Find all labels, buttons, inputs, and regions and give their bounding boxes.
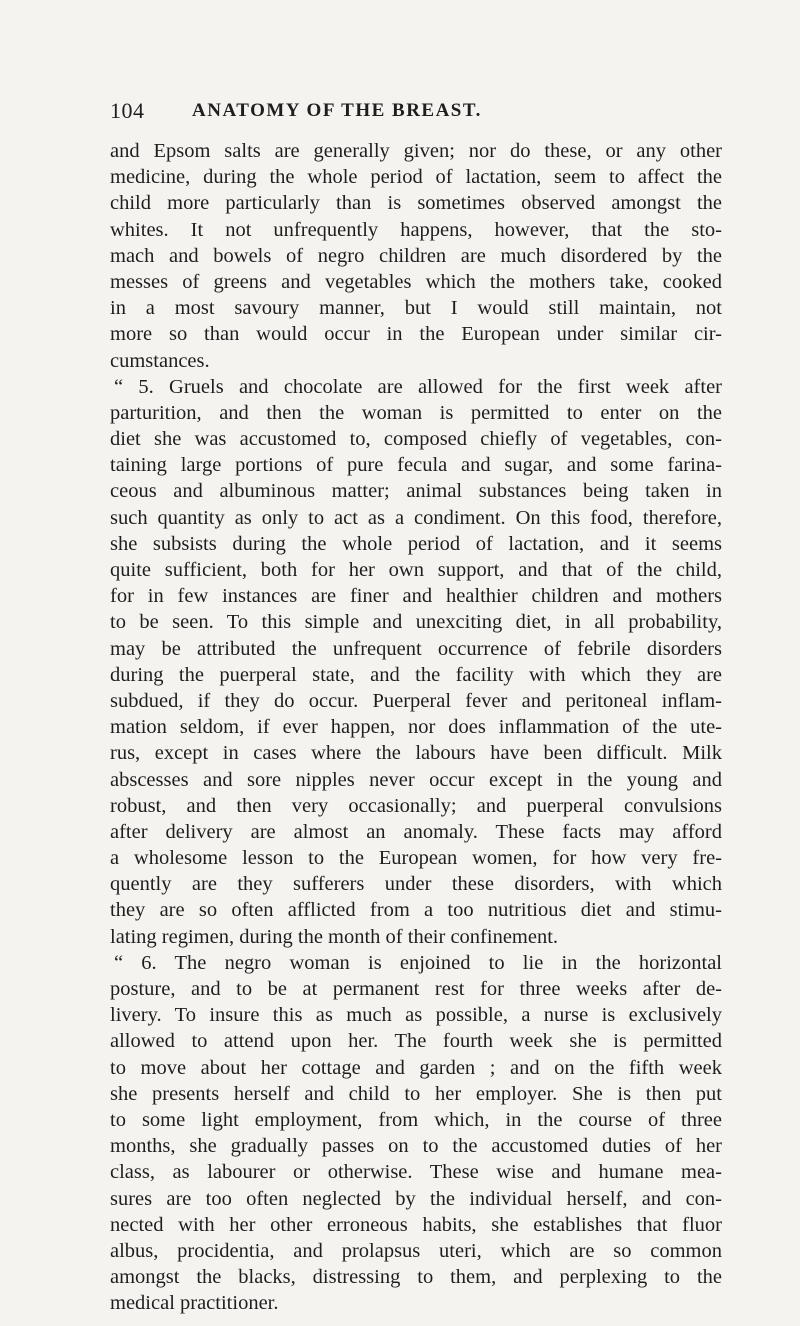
text-line: medical practitioner. (110, 1292, 279, 1315)
text-line: medicine, during the whole period of lactation, seem to affect the (110, 166, 722, 189)
text-line: albus, procidentia, and prolapsus uteri, which are so common (110, 1239, 722, 1262)
text-line: lating regimen, during the month of their confinement. (110, 925, 559, 948)
text-line: in a most savoury manner, but I would still maintain, not (110, 297, 722, 320)
text-line: “ 6. The negro woman is enjoined to lie in the horizontal (114, 951, 722, 974)
text-line: she subsists during the whole period of lactation, and it seems (110, 532, 722, 555)
text-line: to be seen. To this simple and unexciting diet, in all probability, (110, 611, 722, 634)
running-head (110, 98, 722, 126)
text-line: livery. To insure this as much as possible, a nurse is exclusively (110, 1004, 722, 1027)
text-line: to some light employment, from which, in the course of three (110, 1108, 722, 1131)
page-number: 104 (110, 98, 145, 123)
text-line: quite sufficient, both for her own support, and that of the child, (110, 559, 722, 581)
text-line: child more particularly than is sometimes observed amongst the (110, 192, 722, 215)
text-line: robust, and then very occasionally; and puerperal convulsions (110, 794, 722, 817)
text-line: and Epsom salts are generally given; nor do these, or any other (110, 140, 722, 162)
text-line: cumstances. (110, 349, 210, 372)
text-line: whites. It not unfrequently happens, however, that the sto- (110, 218, 722, 241)
text-line: mation seldom, if ever happen, nor does inflammation of the ute- (110, 716, 722, 739)
text-line: they are so often afflicted from a too nutritious diet and stimu- (110, 899, 722, 922)
text-line: a wholesome lesson to the European women, for how very fre- (110, 847, 722, 870)
text-line: rus, except in cases where the labours have been difficult. Milk (110, 742, 722, 765)
text-line: amongst the blacks, distressing to them, and perplexing to the (110, 1266, 722, 1289)
text-line: during the puerperal state, and the facility with which they are (110, 663, 722, 686)
text-line: nected with her other erroneous habits, she establishes that fluor (110, 1213, 722, 1236)
text-line: may be attributed the unfrequent occurrence of febrile disorders (110, 637, 722, 660)
text-line: after delivery are almost an anomaly. These facts may afford (110, 820, 722, 843)
body-text (110, 138, 722, 1316)
text-line: for in few instances are finer and healthier children and mothers (110, 585, 722, 608)
text-line: she presents herself and child to her employer. She is then put (110, 1082, 722, 1105)
text-line: parturition, and then the woman is permitted to enter on the (110, 401, 722, 424)
text-line: months, she gradually passes on to the accustomed duties of her (110, 1135, 722, 1158)
text-line: quently are they sufferers under these disorders, with which (110, 873, 722, 896)
text-line: more so than would occur in the European under similar cir- (110, 323, 722, 346)
text-line: mach and bowels of negro children are much disordered by the (110, 244, 722, 267)
text-line: such quantity as only to act as a condiment. On this food, therefore, (110, 506, 722, 529)
text-line: allowed to attend upon her. The fourth week she is permitted (110, 1030, 722, 1053)
text-line: taining large portions of pure fecula and sugar, and some farina- (110, 454, 722, 477)
text-line: class, as labourer or otherwise. These wise and humane mea- (110, 1161, 722, 1184)
text-line: diet she was accustomed to, composed chiefly of vegetables, con- (110, 428, 722, 451)
text-line: subdued, if they do occur. Puerperal fever and peritoneal inflam- (110, 689, 722, 712)
text-line: to move about her cottage and garden ; and on the fifth week (110, 1056, 722, 1079)
text-line: sures are too often neglected by the individual herself, and con- (110, 1187, 722, 1210)
text-line: ceous and albuminous matter; animal substances being taken in (110, 480, 722, 503)
text-line: “ 5. Gruels and chocolate are allowed for the first week after (114, 375, 722, 398)
text-line: posture, and to be at permanent rest for three weeks after de- (110, 978, 722, 1000)
running-title: ANATOMY OF THE BREAST. (192, 100, 482, 121)
text-line: abscesses and sore nipples never occur except in the young and (110, 768, 722, 791)
text-line: messes of greens and vegetables which the mothers take, cooked (110, 270, 722, 293)
